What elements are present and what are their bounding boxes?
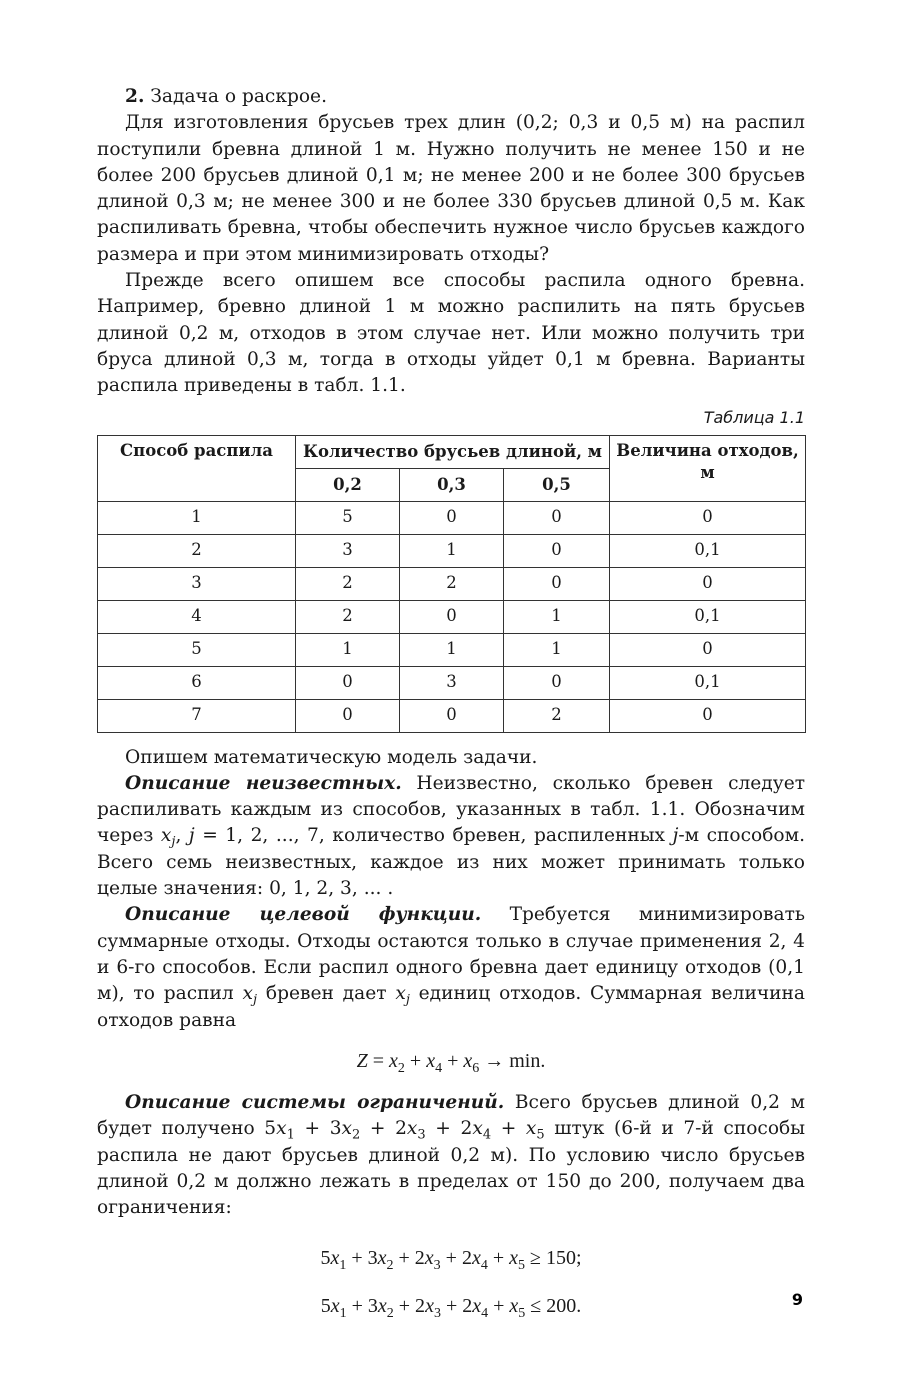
problem-number: 2.	[125, 86, 145, 107]
cell: 5	[296, 501, 400, 534]
cell: 2	[296, 600, 400, 633]
model-intro: Опишем математическую модель задачи.	[125, 746, 538, 768]
cell: 4	[98, 600, 296, 633]
sub-header-03: 0,3	[400, 468, 504, 501]
cell: 0,1	[610, 534, 806, 567]
cell: 0	[504, 567, 610, 600]
cell: 0	[610, 501, 806, 534]
sub-header-05: 0,5	[504, 468, 610, 501]
header-method: Способ распила	[98, 435, 296, 501]
cell: 1	[296, 633, 400, 666]
cell: 0,1	[610, 666, 806, 699]
cell: 0	[610, 699, 806, 732]
unknowns-text-3: -м способом. Всего семь неизвестных, каждое из них может принимать только целые значения: 0, 1, 2, 3, ... .	[97, 825, 805, 900]
cell: 7	[98, 699, 296, 732]
objective-heading: Описание целевой функции.	[125, 904, 482, 926]
constraints-heading: Описание системы ограничений.	[125, 1092, 505, 1114]
objective-text-3: единиц отходов. Суммарная величина отходов равна	[97, 983, 805, 1031]
cell: 2	[504, 699, 610, 732]
objective-paragraph: Описание целевой функции. Требуется минимизировать суммарные отходы. Отходы остаются только в случае применения 2, 4 и 6-го способов. Если распил одного бревна дает единицу отходов (0,1 м), то распил $x_j$ бревен дает $x_j$ единиц отходов. Суммарная величина отходов равна	[97, 904, 805, 1031]
page-number: 9	[791, 1290, 803, 1309]
cell: 0	[400, 501, 504, 534]
cell: 0	[296, 666, 400, 699]
objective-formula: $Z = x_2 + x_4 + x_6 \to \min$.	[356, 1049, 546, 1076]
cell: 6	[98, 666, 296, 699]
cell: 0	[504, 501, 610, 534]
cell: 2	[296, 567, 400, 600]
constraints-text-1: Всего брусьев длиной 0,2 м будет получено	[97, 1092, 806, 1140]
cell: 1	[504, 633, 610, 666]
cell: 0	[400, 600, 504, 633]
cell: 3	[400, 666, 504, 699]
cell: 0	[504, 666, 610, 699]
cell: 5	[98, 633, 296, 666]
problem-statement: Для изготовления брусьев трех длин (0,2; 0,3 и 0,5 м) на распил поступили бревна длиной 1 м. Нужно получить не менее 150 и не более 200 брусьев длиной 0,1 м; не менее 200 и не более 300 брусьев длиной 0,3 м; не менее 300 и не более 330 брусьев длиной 0,5 м. Как распиливать бревна, чтобы обеспечить нужное число брусьев каждого размера и при этом минимизировать отходы?	[97, 112, 805, 265]
objective-min: min.	[509, 1049, 546, 1072]
header-count: Количество брусьев длиной, м	[296, 435, 610, 468]
cell: 0	[400, 699, 504, 732]
objective-text-1: Требуется минимизировать суммарные отходы. Отходы остаются только в случае применения 2, 4 и 6-го способов. Если распил одного бревна дает единицу отходов (0,1 м), то распил	[97, 904, 805, 1005]
cell: 2	[98, 534, 296, 567]
cell: 0	[504, 534, 610, 567]
unknowns-heading: Описание неизвестных.	[125, 772, 402, 794]
cell: 1	[400, 534, 504, 567]
cell: 2	[400, 567, 504, 600]
page-content	[97, 84, 805, 1320]
table-row	[98, 567, 806, 600]
table-row	[98, 699, 806, 732]
cell: 1	[98, 501, 296, 534]
ineq2-rhs: 200.	[546, 1294, 582, 1317]
objective-text-2: бревен дает	[257, 983, 396, 1005]
inequality-1: $5x_1 + 3x_2 + 2x_3 + 2x_4 + x_5 \ge 150$;	[320, 1246, 582, 1273]
cell: 0	[610, 633, 806, 666]
inequality-2: $5x_1 + 3x_2 + 2x_3 + 2x_4 + x_5 \le 200$.	[320, 1294, 582, 1321]
ineq1-rhs: 150;	[546, 1246, 582, 1269]
problem-title-text: Задача о раскрое.	[150, 86, 327, 107]
cell: 1	[504, 600, 610, 633]
cell: 3	[296, 534, 400, 567]
cell: 0	[610, 567, 806, 600]
cell: 3	[98, 567, 296, 600]
cell: 0	[296, 699, 400, 732]
header-waste: Величина отходов, м	[610, 435, 806, 501]
cutting-methods-paragraph: Прежде всего опишем все способы распила одного бревна. Например, бревно длиной 1 м можно распилить на пять брусьев длиной 0,2 м, отходов в этом случае нет. Или можно получить три бруса длиной 0,3 м, тогда в отходы уйдет 0,1 м бревна. Варианты распила приведены в табл. 1.1.	[97, 270, 805, 397]
table-row	[98, 633, 806, 666]
table-row	[98, 666, 806, 699]
constraints-paragraph: Описание системы ограничений. Всего брусьев длиной 0,2 м будет получено $5x_1 + 3x_2 + 2x_3 + 2x_4 + x_5$ штук (6-й и 7-й способы распила не дают брусьев длиной 0,2 м). По условию число брусьев длиной 0,2 м должно лежать в пределах от 150 до 200, получаем два ограничения:	[97, 1092, 806, 1219]
unknowns-text-2: = 1, 2, ..., 7, количество бревен, распиленных	[194, 825, 673, 847]
table-row	[98, 600, 806, 633]
cell: 1	[400, 633, 504, 666]
problem-title	[97, 84, 805, 110]
cutting-table	[97, 435, 806, 733]
unknowns-text-1: Неизвестно, сколько бревен следует распиливать каждым из способов, указанных в табл. 1.1. Обозначим через	[97, 772, 805, 847]
sub-header-02: 0,2	[296, 468, 400, 501]
table-row	[98, 534, 806, 567]
table-caption: Таблица 1.1	[703, 407, 805, 427]
unknowns-paragraph: Описание неизвестных. Неизвестно, сколько бревен следует распиливать каждым из способов, указанных в табл. 1.1. Обозначим через $x_j$, j = 1, 2, ..., 7, количество бревен, распиленных j-м способом. Всего семь неизвестных, каждое из них может принимать только целые значения: 0, 1, 2, 3, ... .	[97, 772, 805, 900]
table-row	[98, 501, 806, 534]
cell: 0,1	[610, 600, 806, 633]
constraints-text-2: штук (6-й и 7-й способы распила не дают брусьев длиной 0,2 м). По условию число брусьев длиной 0,2 м должно лежать в пределах от 150 до 200, получаем два ограничения:	[97, 1118, 806, 1219]
